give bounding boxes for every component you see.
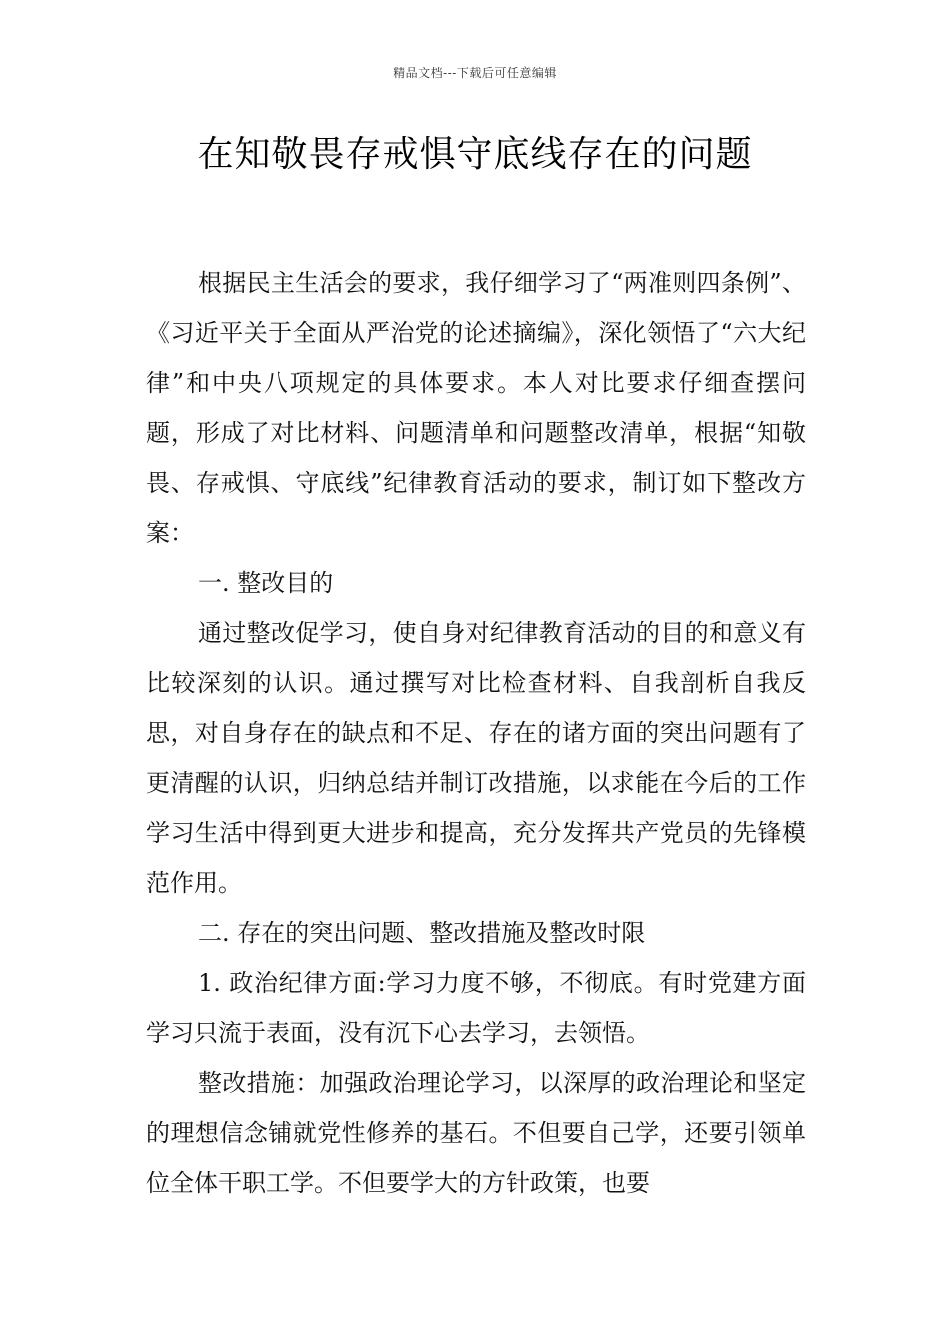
document-title: 在知敬畏存戒惧守底线存在的问题 bbox=[197, 134, 753, 175]
page-header-note: 精品文档---下载后可任意编辑 bbox=[393, 66, 557, 80]
paragraph-measures: 整改措施：加强政治理论学习，以深厚的政治理论和坚定的理想信念铺就党性修养的基石。不但要自己学，还要引领单位全体干职工学。不但要学大的方针政策，也要 bbox=[146, 1069, 806, 1197]
section-heading-problems: 二. 存在的突出问题、整改措施及整改时限 bbox=[198, 919, 646, 947]
paragraph-goal: 通过整改促学习，使自身对纪律教育活动的目的和意义有比较深刻的认识。通过撰写对比检查材料、自我剖析自我反思，对自身存在的缺点和不足、存在的诸方面的突出问题有了更清醒的认识，归纳总结并制订改措施，以求能在今后的工作学习生活中得到更大进步和提高，充分发挥共产党员的先锋模范作用。 bbox=[146, 619, 806, 897]
paragraph-intro: 根据民主生活会的要求，我仔细学习了“两准则四条例”、《习近平关于全面从严治党的论述摘编》，深化领悟了“六大纪律”和中央八项规定的具体要求。本人对比要求仔细查摆问题，形成了对比材料、问题清单和问题整改清单，根据“知敬畏、存戒惧、守底线”纪律教育活动的要求，制订如下整改方案： bbox=[146, 269, 806, 547]
document-body bbox=[146, 258, 806, 1208]
section-heading-goal: 一. 整改目的 bbox=[198, 569, 334, 597]
paragraph-political-discipline: 1. 政治纪律方面:学习力度不够，不彻底。有时党建方面学习只流于表面，没有沉下心去学习，去领悟。 bbox=[146, 969, 806, 1047]
